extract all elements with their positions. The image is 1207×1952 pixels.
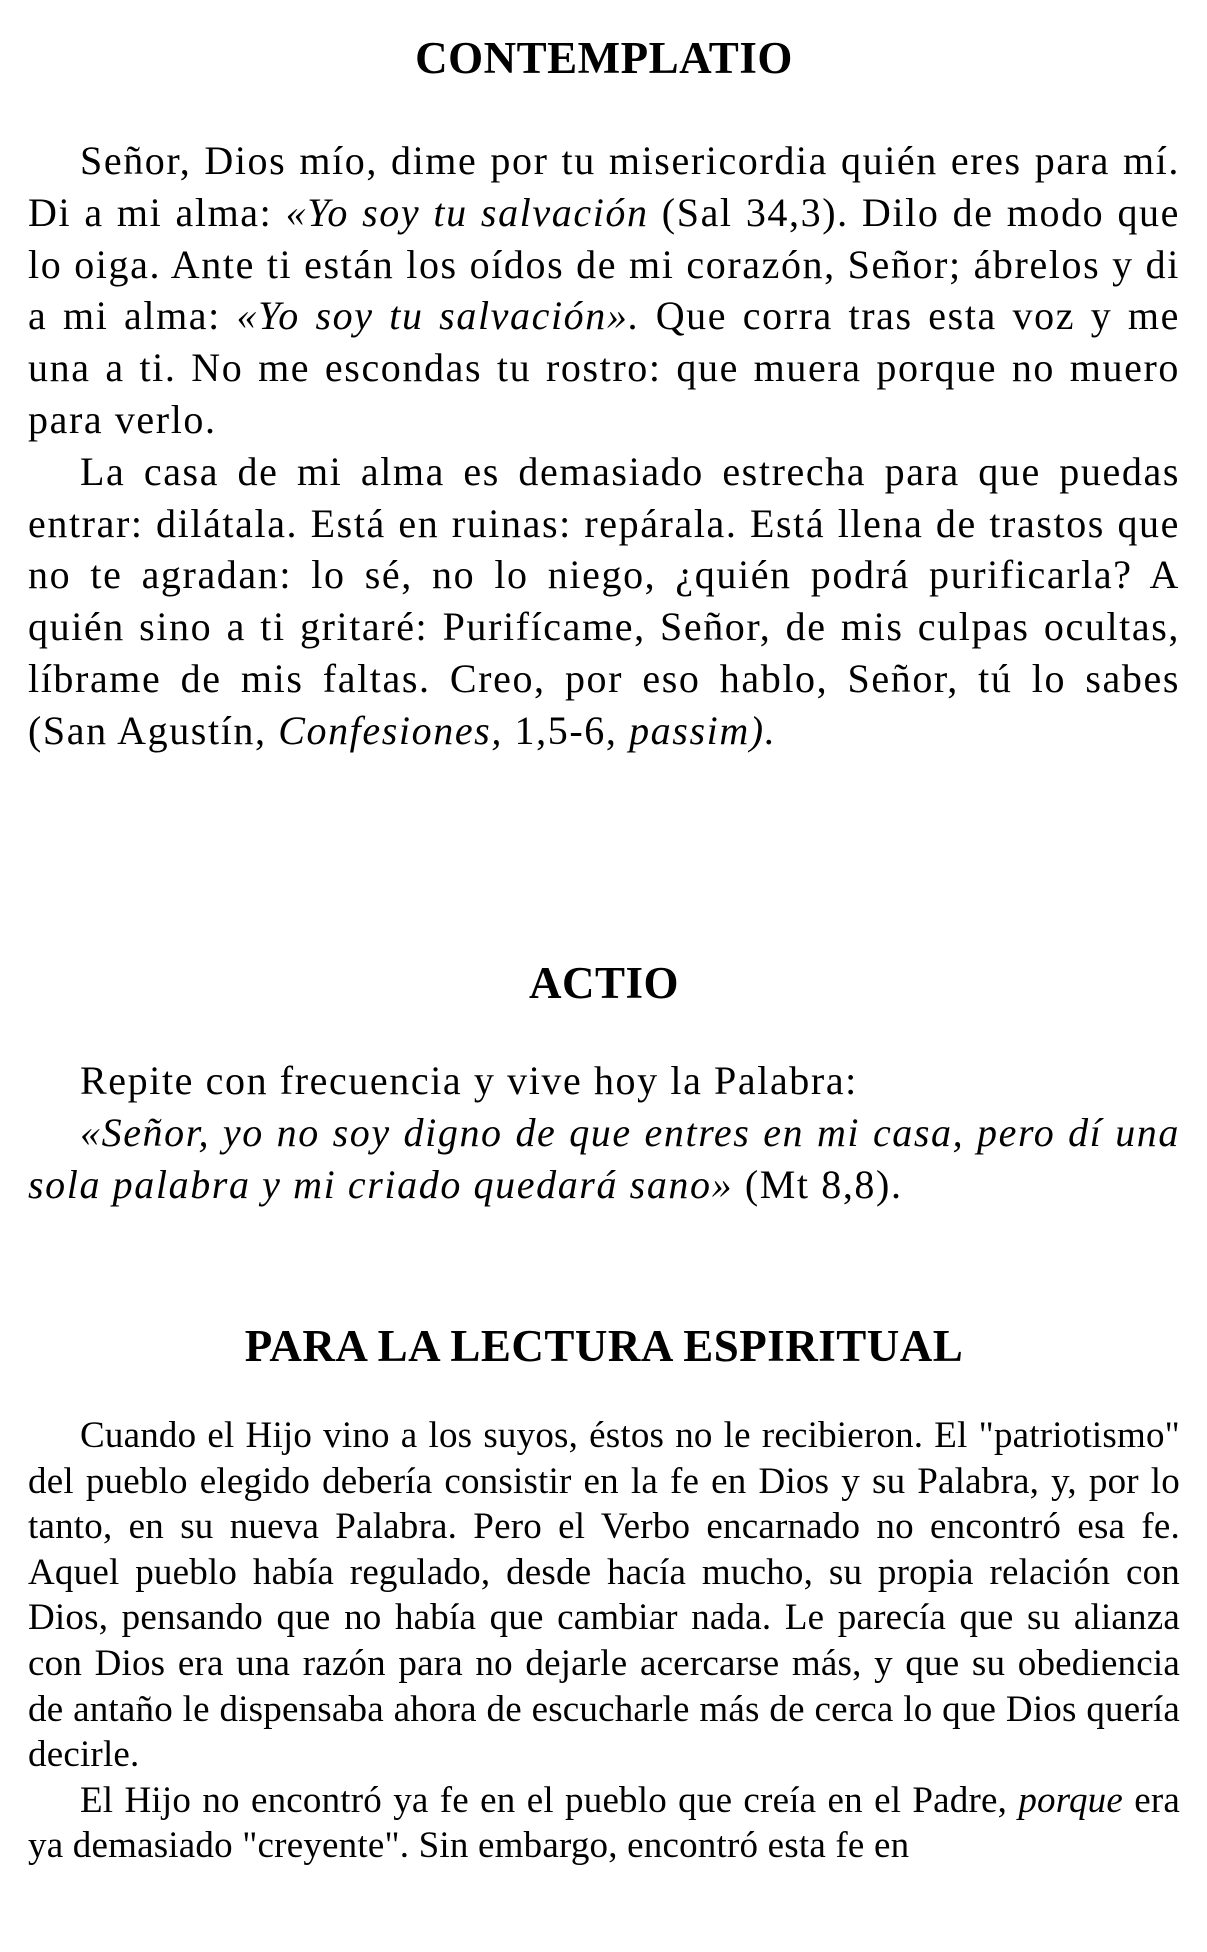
actio-instruction: Repite con frecuencia y vive hoy la Palabra: bbox=[80, 1058, 858, 1103]
contemplatio-paragraph-1 bbox=[28, 135, 1180, 446]
text-run: La casa de mi alma es demasiado estrecha para que puedas entrar: dilátala. Está en ruinas: repárala. Está llena de trastos que no te agradan: lo sé, no lo niego, ¿quién podrá purificarla? A quién sino a ti gritaré: Purifícame, Señor, de mis culpas ocultas, líbrame de mis faltas. Creo, por eso hablo, Señor, tú lo sabes (San Agustín, bbox=[28, 448, 1180, 753]
quote-reference: (Mt 8,8). bbox=[733, 1161, 903, 1207]
text-run: Señor, Dios mío, dime por tu misericordia quién eres para mí. Di a mi alma: bbox=[28, 138, 1180, 235]
quote-text: «Señor, yo no soy digno de que entres en mi casa, pero dí una sola palabra y mi criado quedará sano» bbox=[28, 1109, 1180, 1207]
section-title-contemplatio: CONTEMPLATIO bbox=[415, 33, 793, 83]
section-title-lectura: PARA LA LECTURA ESPIRITUAL bbox=[244, 1321, 964, 1371]
document-page bbox=[28, 0, 1180, 1952]
italic-run: porque bbox=[1018, 1779, 1123, 1821]
text-run: (Sal 34,3). Dilo de modo que lo oiga. Ante ti están los oídos de mi corazón, Señor; ábrelos y di a mi alma: bbox=[28, 189, 1181, 339]
text-run: Que corra tras esta voz y me una a ti. No me escondas tu rostro: que muera porque no muero para verlo. bbox=[28, 293, 1180, 442]
italic-run: passim). bbox=[629, 707, 777, 753]
italic-run: «Yo soy tu salvación». bbox=[236, 293, 641, 339]
text-run: 1,5-6, bbox=[502, 707, 630, 753]
italic-run: Confesiones, bbox=[278, 707, 503, 753]
actio-quote bbox=[28, 1107, 1180, 1211]
lectura-body bbox=[28, 1413, 1180, 1869]
lectura-paragraph-1: Cuando el Hijo vino a los suyos, éstos no le recibieron. El "patriotismo" del pueblo elegido debería consistir en la fe en Dios y su Palabra, y, por lo tanto, en su nueva Palabra. Pero el Verbo encarnado no encontró esa fe. Aquel pueblo había regulado, desde hacía mucho, su propia relación con Dios, pensando que no había que cambiar nada. Le parecía que su alianza con Dios era una razón para no dejarle acercarse más, y que su obediencia de antaño le dispensaba ahora de escucharle más de cerca lo que Dios quería decirle. bbox=[28, 1415, 1180, 1776]
contemplatio-body bbox=[28, 135, 1180, 757]
text-run: El Hijo no encontró ya fe en el pueblo que creía en el Padre, bbox=[80, 1779, 1019, 1821]
lectura-paragraph-2 bbox=[28, 1778, 1180, 1869]
section-title-actio: ACTIO bbox=[528, 958, 680, 1008]
actio-body bbox=[28, 1055, 1180, 1210]
contemplatio-paragraph-2 bbox=[28, 446, 1180, 757]
italic-run: «Yo soy tu salvación bbox=[285, 189, 649, 235]
text-run: era ya demasiado "creyente". Sin embargo, encontró esta fe en bbox=[28, 1779, 1180, 1867]
